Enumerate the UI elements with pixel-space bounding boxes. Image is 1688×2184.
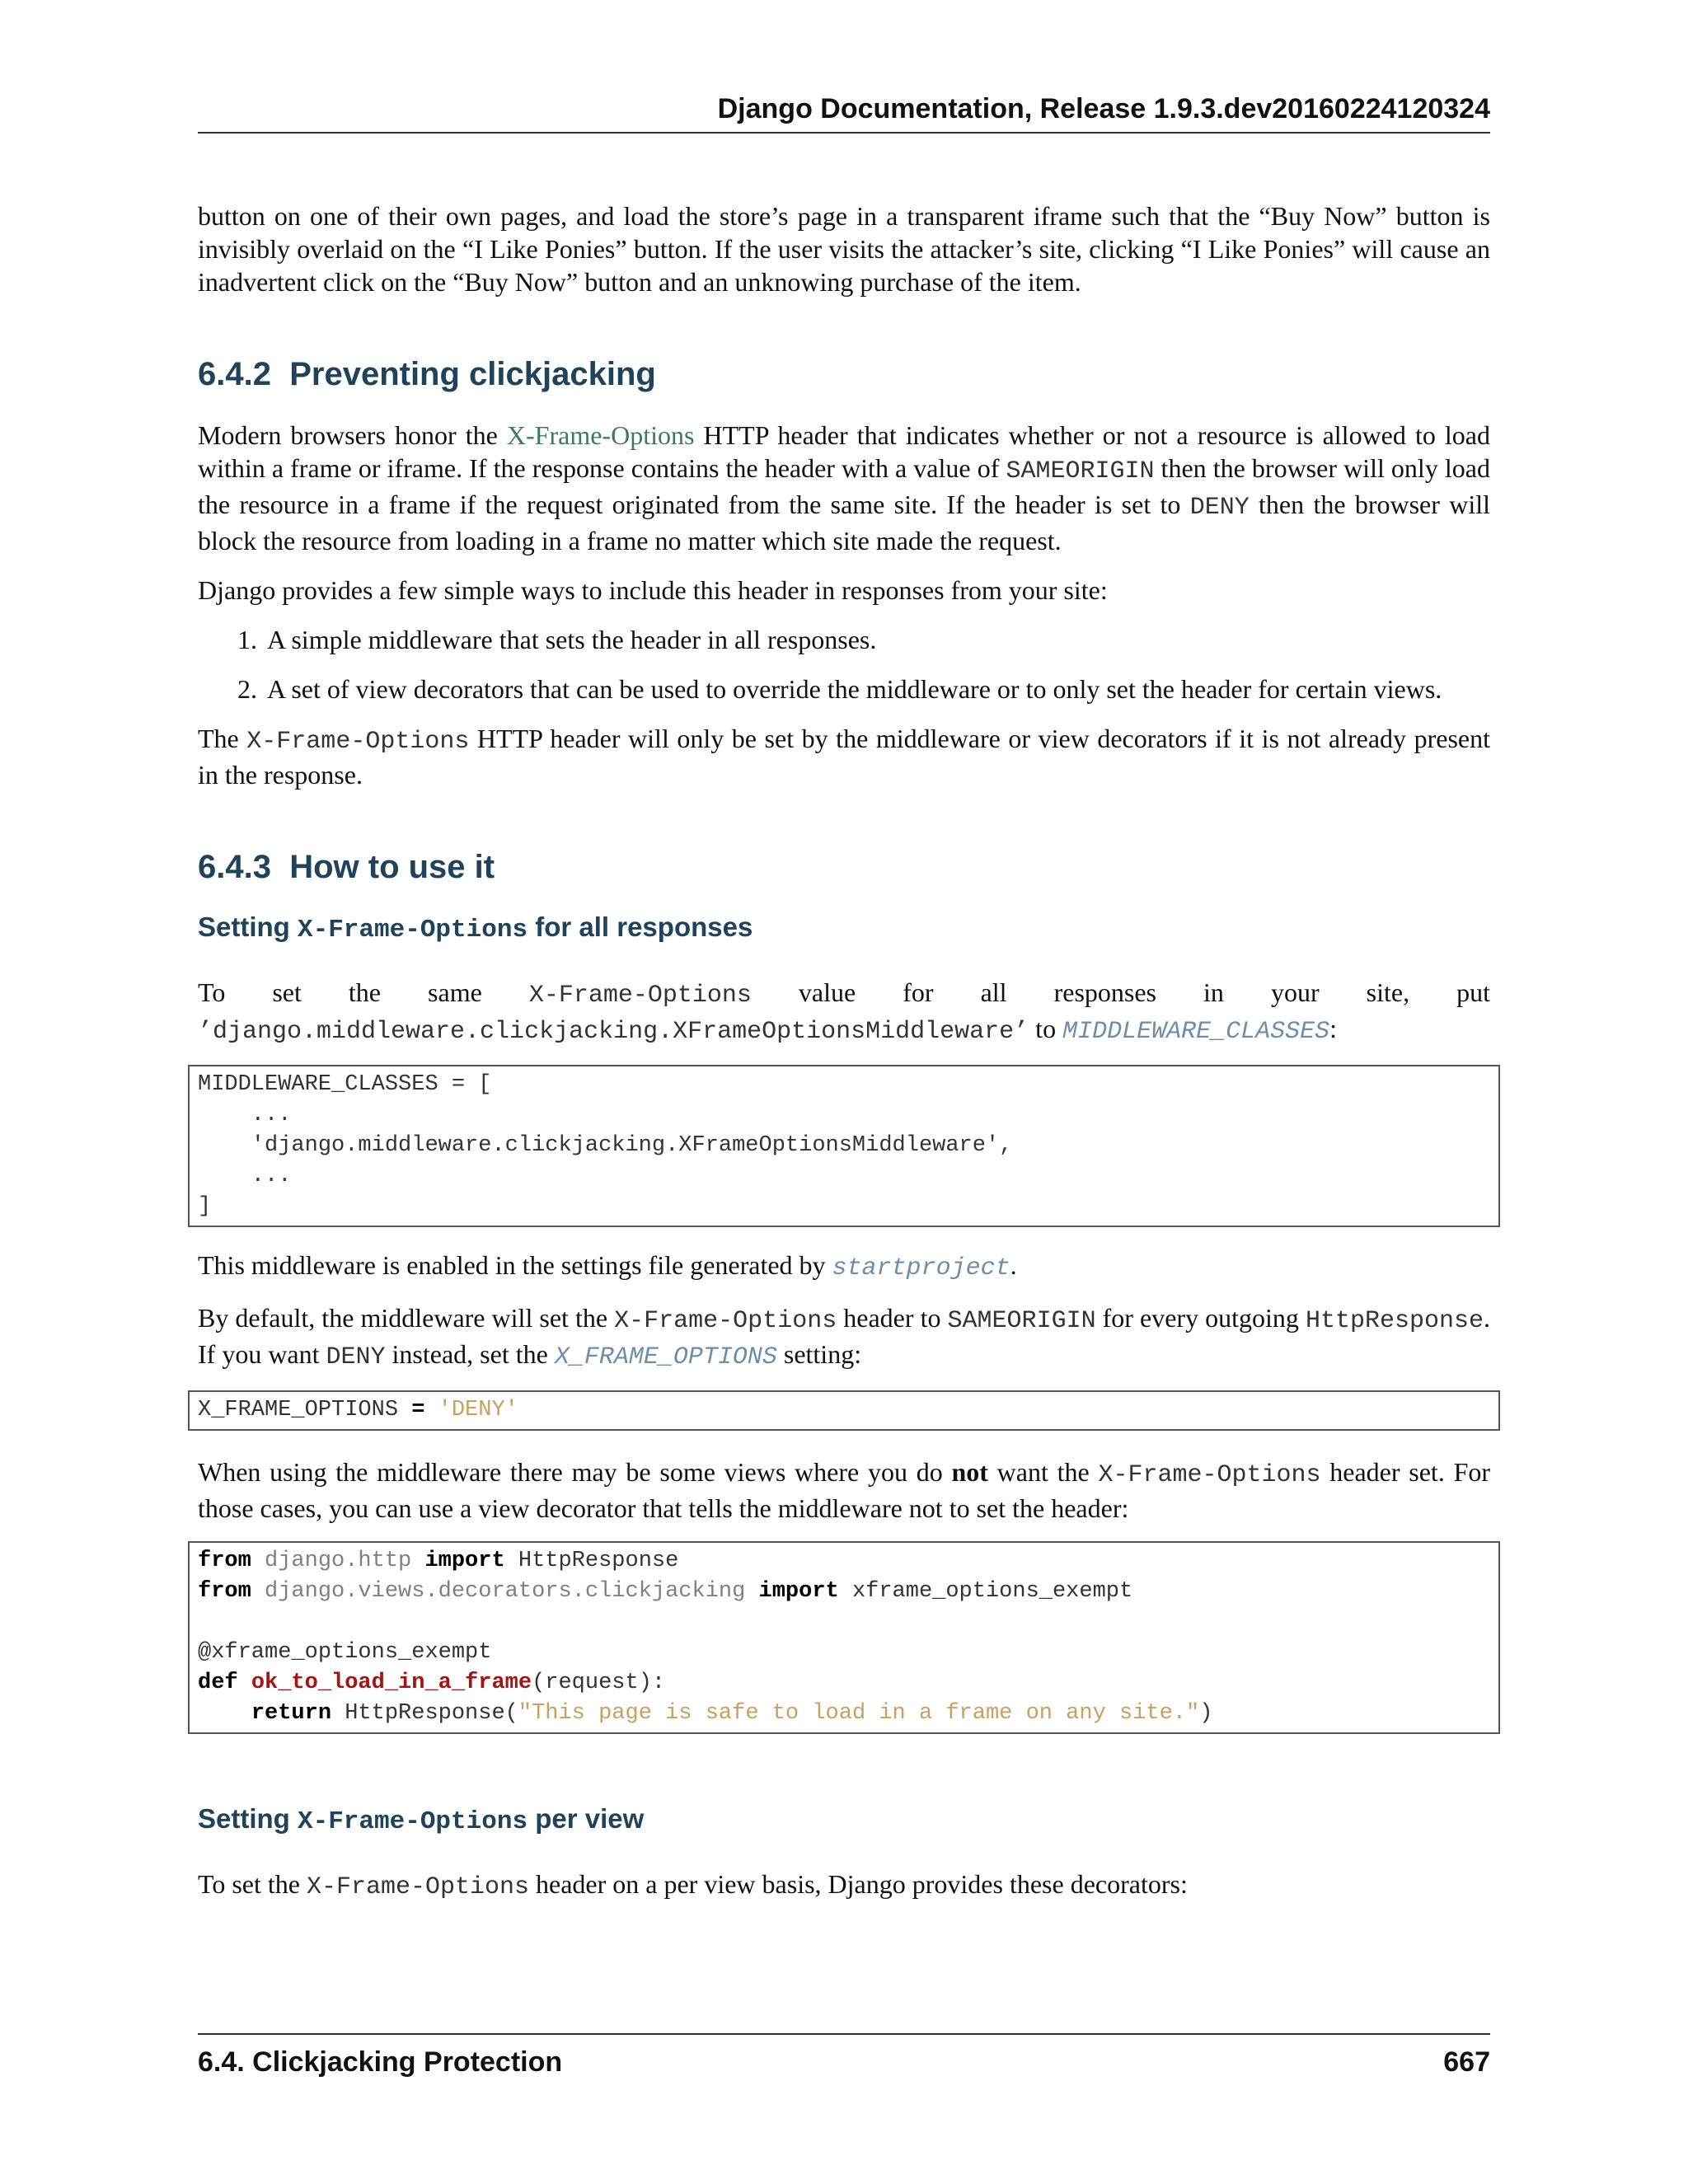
- code-line: from django.views.decorators.clickjacking import xframe_options_exempt: [198, 1579, 1133, 1604]
- code-line: from django.http import HttpResponse: [198, 1549, 679, 1573]
- running-footer: [198, 2033, 1490, 2079]
- footer-section-title: 6.4. Clickjacking Protection: [198, 2046, 563, 2078]
- x-frame-options-setting-link[interactable]: X_FRAME_OPTIONS: [554, 1343, 777, 1371]
- paragraph-per-view-basis: To set the X-Frame-Options header on a per view basis, Django provides these decorators:: [198, 1869, 1188, 1901]
- intro-paragraph: button on one of their own pages, and load the store’s page in a transparent iframe such that the “Buy Now” button is invisibly overlaid on the “I Like Ponies” button. If the user visits the attacker’s site, clicking “I Like Ponies” will cause an inadvertent click on the “Buy Now” button and an unknowing purchase of the item.: [198, 201, 1490, 297]
- paragraph-when-using-middleware: When using the middleware there may be some views where you do not want the X-Frame-Options header set. For those cases, you can use a view decorator that tells the middleware not to set the header:: [198, 1457, 1491, 1523]
- section-heading-preventing-clickjacking: [198, 354, 1490, 394]
- code-block-exempt-decorator: [188, 1541, 1500, 1734]
- section-number: 6.4.3: [198, 849, 271, 885]
- paragraph-middleware-enabled: This middleware is enabled in the settings file generated by startproject.: [198, 1250, 1017, 1282]
- startproject-link[interactable]: startproject: [832, 1254, 1010, 1282]
- paragraph-to-set-same: To set the same X-Frame-Options value for all responses in your site, put ’django.middleware.clickjacking.XFrameOptionsMiddleware’ to MIDDLEWARE_CLASSES:: [198, 977, 1491, 1046]
- code-line-blank: [198, 1607, 1490, 1638]
- code-line: ]: [198, 1194, 212, 1219]
- middleware-classes-link[interactable]: MIDDLEWARE_CLASSES: [1062, 1018, 1330, 1046]
- section-heading-how-to-use-it: [198, 847, 1490, 887]
- code-line: return HttpResponse("This page is safe to load in a frame on any site."): [251, 1701, 1213, 1726]
- code-line: X_FRAME_OPTIONS = 'DENY': [198, 1398, 518, 1422]
- x-frame-options-link[interactable]: X-Frame-Options: [506, 420, 695, 450]
- options-list: [198, 623, 1490, 705]
- paragraph-by-default: By default, the middleware will set the X-Frame-Options header to SAMEORIGIN for every outgoing HttpResponse. If you want DENY instead, set the X_FRAME_OPTIONS setting:: [198, 1303, 1491, 1371]
- code-line: ...: [198, 1164, 292, 1188]
- code-line: 'django.middleware.clickjacking.XFrameOptionsMiddleware',: [198, 1133, 1013, 1158]
- paragraph-django-provides: Django provides a few simple ways to include this header in responses from your site:: [198, 575, 1108, 605]
- subsection-heading-all-responses: Setting X-Frame-Options for all responses: [198, 912, 753, 944]
- running-header: Django Documentation, Release 1.9.3.dev20160224120324: [198, 92, 1490, 134]
- document-page: [198, 0, 1490, 2184]
- paragraph-header-only-set: The X-Frame-Options HTTP header will only be set by the middleware or view decorators if it is not already present in the response.: [198, 724, 1491, 790]
- code-line: MIDDLEWARE_CLASSES = [: [198, 1072, 492, 1097]
- code-line: @xframe_options_exempt: [198, 1640, 492, 1665]
- section-title: Preventing clickjacking: [289, 356, 656, 392]
- code-line: def ok_to_load_in_a_frame(request):: [198, 1671, 666, 1695]
- code-line: ...: [198, 1103, 292, 1127]
- code-block-x-frame-options-setting: [188, 1390, 1500, 1431]
- section-title: How to use it: [289, 849, 495, 885]
- code-block-middleware-classes: [188, 1065, 1500, 1227]
- paragraph-browsers-honor: Modern browsers honor the X-Frame-Options HTTP header that indicates whether or not a resource is allowed to load within a frame or iframe. If the response contains the header with a value of SAMEORIGIN then the browser will only load the resource in a frame if the request originated from the same site. If the header is set to DENY then the browser will block the resource from loading in a frame no matter which site made the request.: [198, 420, 1491, 555]
- subsection-heading-per-view: Setting X-Frame-Options per view: [198, 1803, 645, 1836]
- section-number: 6.4.2: [198, 356, 271, 392]
- list-item: 1. A simple middleware that sets the header in all responses.: [264, 623, 1490, 656]
- list-item: 2. A set of view decorators that can be used to override the middleware or to only set the header for certain views.: [264, 673, 1490, 705]
- page-number: 667: [1443, 2046, 1490, 2078]
- page-body: [198, 199, 1490, 1904]
